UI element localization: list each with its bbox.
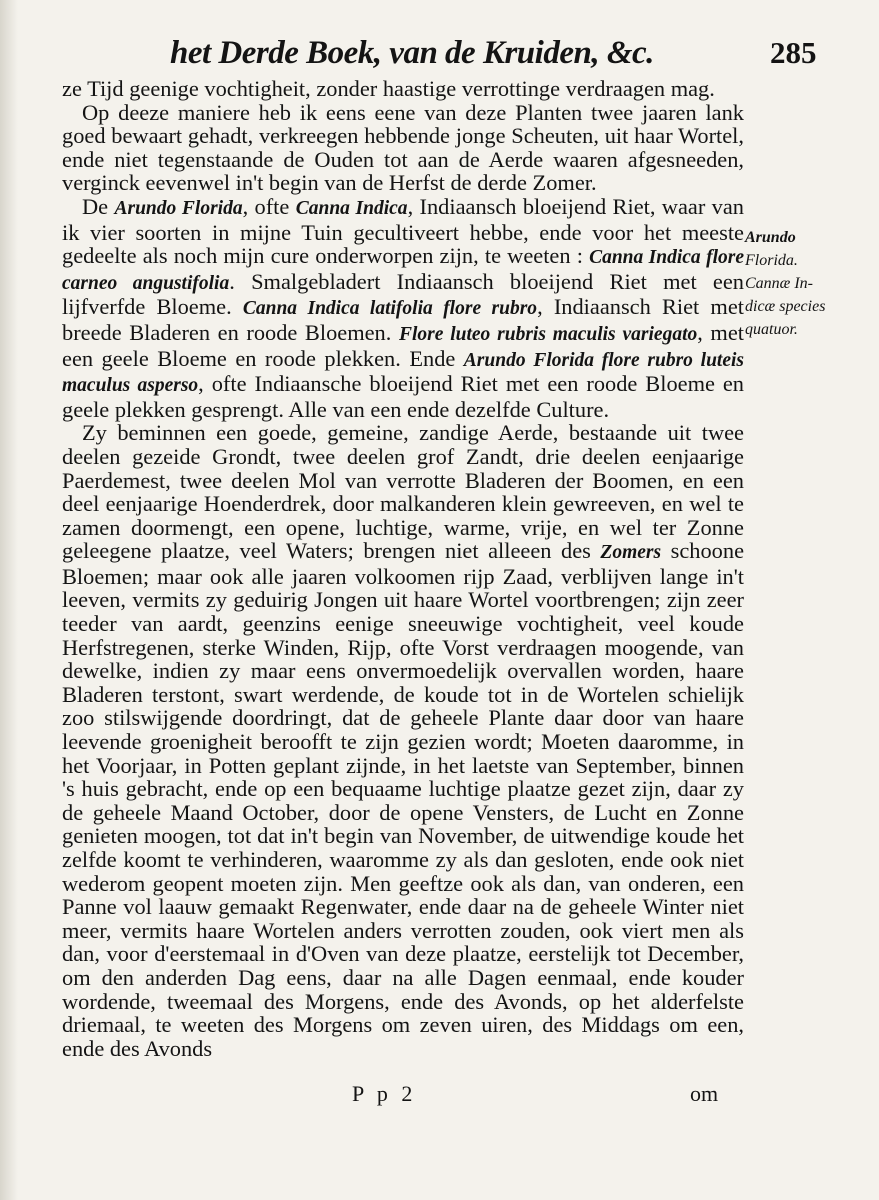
latin-term: Canna Indica bbox=[295, 197, 408, 219]
paragraph bbox=[62, 77, 744, 101]
text-segment: De bbox=[82, 193, 115, 219]
paragraph bbox=[62, 195, 744, 421]
text-segment: , Indiaansch bloeijend Riet, waar van ik vier soorten in mijne Tuin gecultiveert hebbe, ende voor het meeste gedeelte als noch mijn cure onderworpen zijn, te weeten : bbox=[62, 193, 745, 269]
text-segment: Op deeze maniere heb ik eens eene van deze Planten twee jaaren lank goed bewaart gehadt, verkreegen hebbende jonge Scheuten, uit haar Wortel, ende niet tegenstaande de Ouden tot aan de Aerde waaren afgesneeden, verginck eevenwel in't begin van de Herfst de derde Zomer. bbox=[62, 99, 744, 196]
text-segment: ze Tijd geenige vochtigheit, zonder haastige verrottinge verdraagen mag. bbox=[62, 76, 715, 101]
latin-term: Arundo Florida flore rubro luteis maculus asperso bbox=[62, 349, 744, 397]
margin-note-line: quatuor. bbox=[745, 321, 798, 338]
margin-note-line: Arundo bbox=[745, 229, 796, 246]
latin-term: Canna Indica flore carneo angustifolia bbox=[62, 247, 745, 294]
text-segment: , Indiaansch Riet met breede Bladeren en roode Bloemen. bbox=[62, 294, 745, 345]
text-segment: , ofte bbox=[242, 193, 296, 219]
latin-term: Canna Indica latifolia flore rubro bbox=[242, 298, 538, 320]
margin-note bbox=[745, 226, 857, 341]
margin-note-line: Florida. bbox=[745, 252, 798, 269]
latin-term: Arundo Florida bbox=[114, 197, 243, 219]
margin-note-line: Cannæ In- bbox=[745, 275, 813, 292]
signature-mark: P p 2 bbox=[352, 1081, 417, 1106]
text-segment: Zy beminnen een goede, gemeine, zandige Aerde, bestaande uit twee deelen gezeide Grondt, twee deelen grof Zandt, drie deelen eenjaarige Paerdemest, twee deelen Mol van verrotte Bladeren der Boomen, en een deel eenjaarige Hoenderdrek, door malkanderen klein gewreeven, en wel te zamen doormengt, een opene, luchtige, warme, vrije, en wel ter Zonne geleegene plaatze, veel Waters; brengen niet alleeen des bbox=[62, 420, 744, 564]
page-number: 285 bbox=[770, 35, 817, 70]
page-edge-shadow bbox=[0, 0, 18, 1200]
running-title: het Derde Boek, van de Kruiden, &c. bbox=[170, 35, 654, 71]
catchword: om bbox=[690, 1081, 719, 1106]
paragraph bbox=[62, 101, 744, 195]
margin-note-line: dicæ species bbox=[745, 298, 826, 315]
paragraph bbox=[62, 421, 744, 1060]
text-segment: schoone Bloemen; maar ook alle jaaren volkoomen rijp Zaad, verblijven lange in't leeven, vermits zy geduirig Jongen uit haare Wortel voortbrengen; zijn zeer teeder van aardt, geenzins eenige sneeuwige vochtigheit, veel koude Herfstregenen, sterke Winden, Rijp, ofte Vorst verdraagen moogende, van dewelke, indien zy maar eens onvermoedelijk overvallen worden, haare Bladeren terstont, swart werdende, de koude tot in de Wortelen schielijk zoo stilswijgende doordringt, dat de geheele Plante daar door van haare leevende groenigheit beroofft te zijn gezien wordt; Moeten daaromme, in het Voorjaar, in Potten geplant zijnde, in het laetste van September, binnen 's huis gebracht, ende op een bequaame luchtige plaatze gezet zijn, daar zy de geheele Maand October, door de opene Vensters, de Lucht en Zonne genieten moogen, tot dat in't begin van November, de uitwendige koude het zelfde koomt te verhinderen, waaromme zy als dan gesloten, ende ook niet wederom geopent moeten zijn. Men geeftze ook als dan, van onderen, een Panne vol laauw gemaakt Regenwater, ende daar na de geheele Winter niet meer, vermits haare Wortelen anders verrotten zouden, ook viert men als dan, voor d'eerstemaal in d'Oven van deze plaatze, eerstelijk tot December, om den anderden Dag eens, daar na alle Dagen eenmaal, ende kouder wordende, tweemaal des Morgens, ende des Avonds, op het alderfelste driemaal, te weeten des Morgens om zeven uiren, des Middags om een, ende des Avonds bbox=[62, 538, 745, 1061]
text-segment: . Smalgebladert Indiaansch bloeijend Riet met een lijfverfde Bloeme. bbox=[62, 268, 745, 320]
body-text bbox=[62, 77, 744, 1060]
text-segment: , ofte Indiaansche bloeijend Riet met een roode Bloeme en geele plekken gesprengt. Alle van een ende dezelfde Culture. bbox=[62, 371, 744, 422]
latin-term: Zomers bbox=[600, 542, 662, 564]
text-segment: , met een geele Bloeme en roode plekken. Ende bbox=[62, 319, 744, 371]
latin-term: Flore luteo rubris maculis variegato bbox=[398, 323, 698, 345]
